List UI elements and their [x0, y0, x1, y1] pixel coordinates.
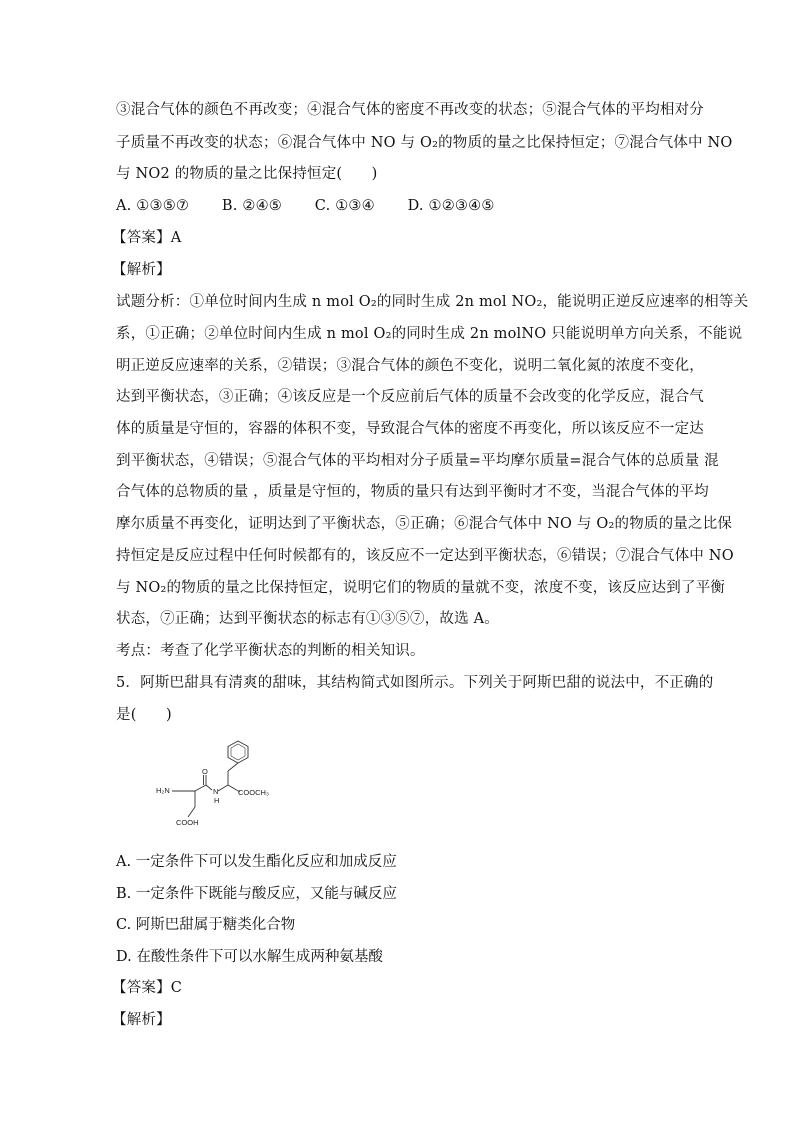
- q4-analysis-line-1: 试题分析：①单位时间内生成 n mol O₂的同时生成 2n mol NO₂，能说明正逆反应速率的相等关: [116, 294, 749, 310]
- q4-options: [116, 196, 523, 216]
- q4-analysis-line-3: 明正逆反应速率的关系，②错误；③混合气体的颜色不变化，说明二氧化氮的浓度不变化，: [116, 358, 704, 374]
- q5-stem-line-2: 是( ): [116, 707, 172, 723]
- structure-label-acid: COOH: [176, 818, 199, 827]
- q4-analysis-line-4: 达到平衡状态，③正确；④该反应是一个反应前后气体的质量不会改变的化学反应，混合气: [116, 389, 704, 405]
- structure-label-nh-hydrogen: H: [214, 796, 220, 805]
- q4-option-c: C. ①③④: [314, 198, 375, 214]
- q5-answer: 【答案】C: [112, 980, 183, 996]
- structure-label-amine: H₂N: [156, 786, 170, 795]
- q5-option-b: B. 一定条件下既能与酸反应，又能与碱反应: [116, 886, 397, 902]
- q4-analysis-line-2: 系，①正确；②单位时间内生成 n mol O₂的同时生成 2n molNO 只能说明单方向关系，不能说: [116, 326, 743, 342]
- structure-label-ketone-o: O: [202, 767, 208, 776]
- q4-analysis-line-5: 体的质量是守恒的，容器的体积不变，导致混合气体的密度不再变化，所以该反应不一定达: [116, 421, 704, 437]
- q4-stem-line-3: 与 NO2 的物质的量之比保持恒定( ): [116, 166, 378, 182]
- q4-stem-line-2: 子质量不再改变的状态；⑥混合气体中 NO 与 O₂的物质的量之比保持恒定；⑦混合气体中 NO: [116, 135, 733, 151]
- q4-answer: 【答案】A: [112, 230, 182, 246]
- q4-analysis-line-7: 合气体的总物质的量 ，质量是守恒的，物质的量只有达到平衡时才不变，当混合气体的平均: [116, 484, 709, 500]
- q5-option-d: D. 在酸性条件下可以水解生成两种氨基酸: [116, 949, 383, 965]
- q4-analysis-line-8: 摩尔质量不再变化，证明达到了平衡状态，⑤正确；⑥混合气体中 NO 与 O₂的物质的量之比保: [116, 516, 733, 532]
- aspartame-structure-diagram: [130, 735, 280, 835]
- q4-analysis-line-6: 到平衡状态，④错误；⑤混合气体的平均相对分子质量=平均摩尔质量=混合气体的总质量 混: [116, 453, 719, 469]
- q4-kaodian: 考点：考查了化学平衡状态的判断的相关知识。: [116, 643, 425, 659]
- q5-option-c: C. 阿斯巴甜属于糖类化合物: [116, 917, 296, 933]
- q4-analysis-line-10: 与 NO₂的物质的量之比保持恒定，说明它们的物质的量就不变，浓度不变，该反应达到了平衡: [116, 580, 726, 596]
- q4-analysis-line-11: 状态，⑦正确；达到平衡状态的标志有①③⑤⑦，故选 A。: [116, 611, 499, 627]
- structure-label-ester: COOCH₃: [238, 788, 269, 797]
- q5-option-a: A. 一定条件下可以发生酯化反应和加成反应: [116, 854, 397, 870]
- q4-option-b: B. ②④⑤: [221, 198, 282, 214]
- q4-analysis-line-9: 持恒定是反应过程中任何时候都有的，该反应不一定达到平衡状态，⑥错误；⑦混合气体中 NO: [116, 548, 734, 564]
- q4-option-a: A. ①③⑤⑦: [116, 198, 190, 214]
- q4-analysis-heading: 【解析】: [112, 262, 171, 278]
- q5-analysis-heading: 【解析】: [112, 1012, 171, 1028]
- q4-option-d: D. ①②③④⑤: [407, 198, 495, 214]
- q4-stem-line-1: ③混合气体的颜色不再改变；④混合气体的密度不再改变的状态；⑤混合气体的平均相对分: [116, 102, 704, 118]
- structure-label-nitrogen: N: [213, 787, 219, 796]
- q5-stem-line-1: 5．阿斯巴甜具有清爽的甜味，其结构简式如图所示。下列关于阿斯巴甜的说法中，不正确的: [116, 675, 714, 691]
